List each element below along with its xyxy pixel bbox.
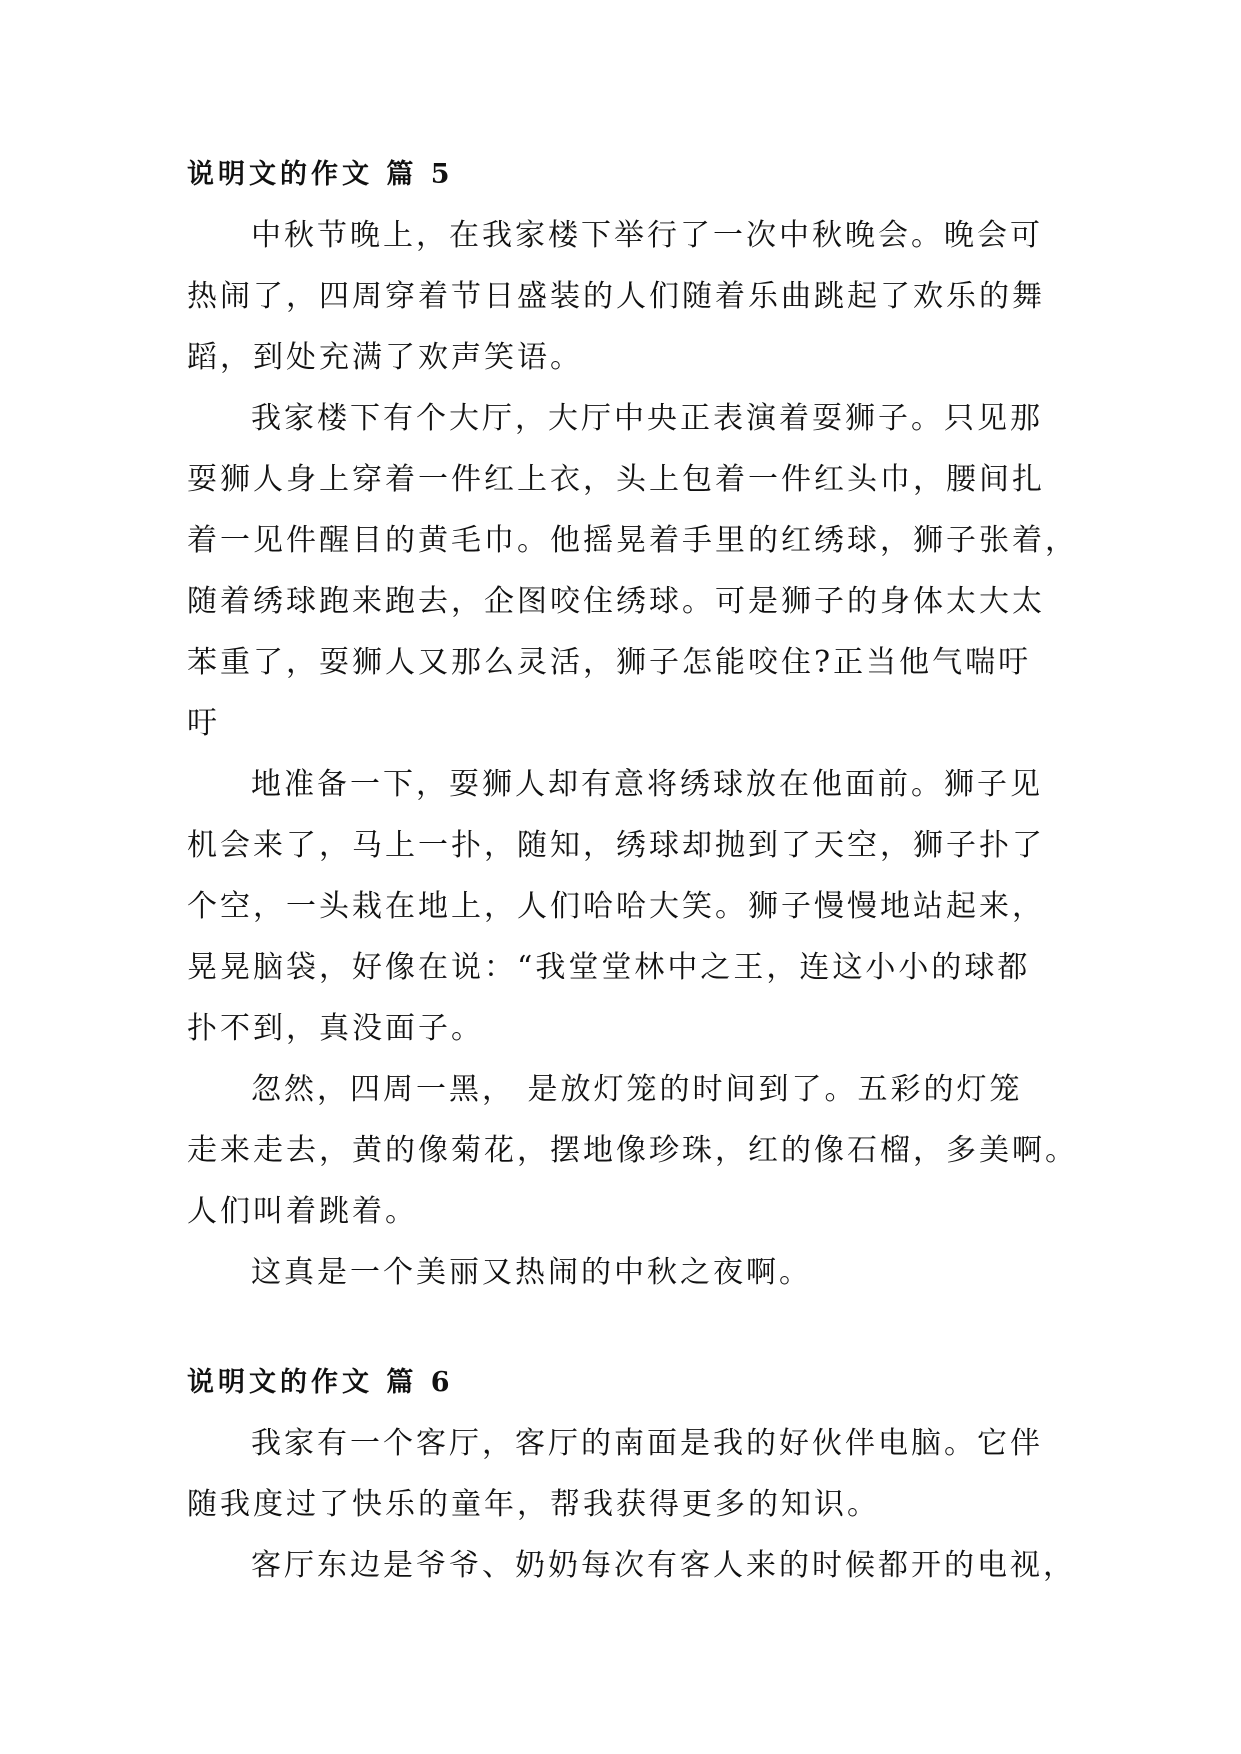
text-line: 随着绣球跑来跑去，企图咬住绣球。可是狮子的身体太大太: [187, 584, 1045, 619]
text-line: 热闹了，四周穿着节日盛装的人们随着乐曲跳起了欢乐的舞: [187, 279, 1045, 314]
text-line: 吁: [187, 706, 220, 741]
text-line: 扑不到，真没面子。: [187, 1011, 484, 1046]
text-line: 中秋节晚上，在我家楼下举行了一次中秋晚会。晚会可: [251, 218, 1043, 253]
paragraph: [187, 1242, 1057, 1303]
text-line: 个空，一头栽在地上，人们哈哈大笑。狮子慢慢地站起来，: [187, 889, 1045, 924]
text-line: 客厅东边是爷爷、奶奶每次有客人来的时候都开的电视，: [251, 1548, 1076, 1583]
paragraph: [187, 1413, 1057, 1535]
text-line: 随我度过了快乐的童年，帮我获得更多的知识。: [187, 1487, 880, 1522]
text-line: 着一见件醒目的黄毛巾。他摇晃着手里的红绣球，狮子张着，: [187, 523, 1078, 558]
text-line: 忽然，四周一黑， 是放灯笼的时间到了。五彩的灯笼: [251, 1072, 1023, 1107]
paragraph: [187, 1535, 1076, 1596]
essay-section: [187, 145, 1078, 1303]
text-line: 耍狮人身上穿着一件红上衣，头上包着一件红头巾，腰间扎: [187, 462, 1045, 497]
text-line: 走来走去，黄的像菊花，摆地像珍珠，红的像石榴，多美啊。: [187, 1133, 1078, 1168]
text-line: 这真是一个美丽又热闹的中秋之夜啊。: [251, 1255, 812, 1290]
text-line: 人们叫着跳着。: [187, 1194, 418, 1229]
paragraph: [187, 754, 1057, 1059]
document-page: [187, 145, 1078, 1596]
text-line: 苯重了，耍狮人又那么灵活，狮子怎能咬住?正当他气喘吁: [187, 645, 1032, 680]
text-line: 机会来了，马上一扑，随知，绣球却抛到了天空，狮子扑了: [187, 828, 1045, 863]
section-heading: 说明文的作文 篇 6: [187, 1367, 454, 1398]
paragraph: [187, 1059, 1078, 1242]
text-line: 地准备一下，耍狮人却有意将绣球放在他面前。狮子见: [251, 767, 1043, 802]
section-heading: 说明文的作文 篇 5: [187, 159, 454, 190]
paragraph: [187, 205, 1057, 388]
text-line: 晃晃脑袋，好像在说：“我堂堂林中之王，连这小小的球都: [187, 950, 1031, 985]
text-line: 我家有一个客厅，客厅的南面是我的好伙伴电脑。它伴: [251, 1426, 1043, 1461]
section-spacer: [187, 1303, 1057, 1353]
text-line: 蹈，到处充满了欢声笑语。: [187, 340, 583, 375]
essay-section: [187, 1353, 1076, 1596]
paragraph: [187, 388, 1078, 754]
text-line: 我家楼下有个大厅，大厅中央正表演着耍狮子。只见那: [251, 401, 1043, 436]
